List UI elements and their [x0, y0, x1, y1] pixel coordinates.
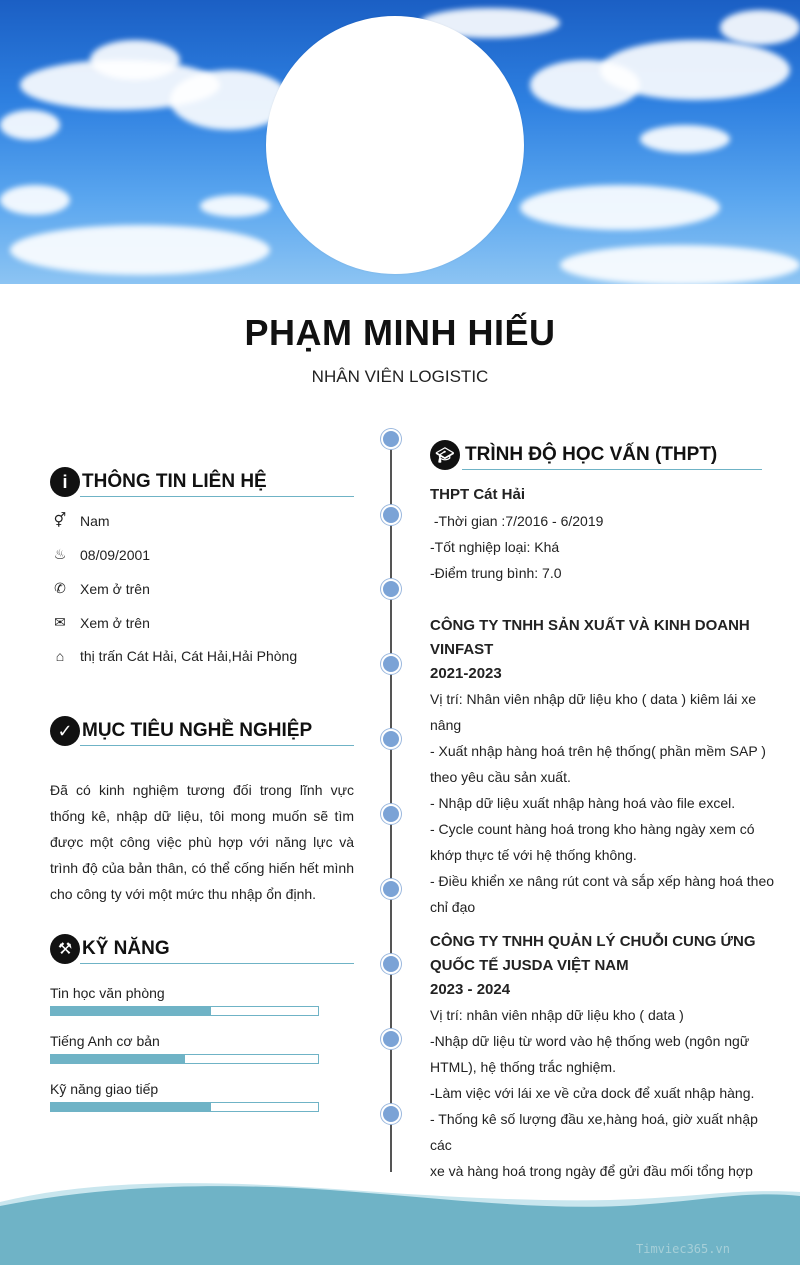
experience-line: Vị trí: nhân viên nhập dữ liệu kho ( data ) — [430, 1007, 684, 1023]
timeline-dot — [381, 579, 401, 599]
objective-text: Đã có kinh nghiệm tương đối trong lĩnh vực thống kê, nhập dữ liệu, tôi mong muốn sẽ tìm được một công việc phù hợp với năng lực và trình độ của bản thân, có thể cống hiến hết mình cho công ty với một mức thu nhập ổn định. — [50, 782, 354, 902]
contact-phone-value: Xem ở trên — [80, 580, 150, 597]
experience-line: - Nhập dữ liệu xuất nhập hàng hoá vào file excel. — [430, 795, 736, 811]
contact-address-value: thị trấn Cát Hải, Cát Hải,Hải Phòng — [80, 648, 298, 664]
wrench-icon: ⚒ — [50, 934, 80, 964]
avatar-photo-placeholder — [266, 16, 524, 274]
home-icon: ⌂ — [55, 648, 65, 664]
email-icon: ✉ — [54, 614, 66, 630]
skill-bar-fill — [51, 1103, 211, 1111]
skill-bar-fill — [51, 1055, 185, 1063]
contact-email-value: Xem ở trên — [80, 614, 150, 631]
candidate-name: PHẠM MINH HIẾU — [244, 312, 556, 353]
skill-label: Kỹ năng giao tiếp — [50, 1081, 159, 1097]
timeline-dot — [381, 729, 401, 749]
contact-birthday-value: 08/09/2001 — [80, 546, 151, 563]
contact-gender-value: Nam — [80, 512, 110, 529]
skills-section-title: KỸ NĂNG — [82, 938, 170, 959]
contact-section-header — [50, 467, 267, 497]
section-divider — [80, 496, 354, 497]
info-icon: i — [50, 467, 80, 497]
objective-section-title: MỤC TIÊU NGHỀ NGHIỆP — [82, 720, 313, 741]
experience-line: - Thống kê số lượng đầu xe,hàng hoá, giờ xuất nhập các — [430, 1111, 758, 1153]
section-divider — [80, 745, 354, 746]
company-name: QUỐC TẾ JUSDA VIỆT NAM — [430, 957, 629, 974]
experience-line: khớp thực tế với hệ thống không. — [430, 847, 637, 863]
education-line: -Tốt nghiệp loại: Khá — [430, 539, 560, 555]
timeline-dot — [381, 505, 401, 525]
skill-label: Tin học văn phòng — [50, 985, 165, 1001]
timeline-dot — [381, 1104, 401, 1124]
graduation-cap-icon: 🎓︎ — [430, 440, 460, 470]
section-divider — [462, 469, 762, 470]
experience-block — [430, 930, 780, 1184]
experience-line: nâng — [430, 717, 462, 733]
skills-section-header — [50, 934, 170, 964]
education-line: -Điểm trung bình: 7.0 — [430, 565, 562, 581]
experience-line: theo yêu cầu sản xuất. — [430, 769, 571, 785]
experience-line: Vị trí: Nhân viên nhập dữ liệu kho ( data ) kiêm lái xe — [430, 691, 757, 707]
experience-line: HTML), hệ thống trắc nghiệm. — [430, 1059, 616, 1075]
experience-line: - Cycle count hàng hoá trong kho hàng ngày xem có — [430, 821, 755, 837]
skill-label: Tiếng Anh cơ bản — [50, 1033, 160, 1049]
experience-line: chỉ đạo — [430, 899, 476, 915]
contact-section-title: THÔNG TIN LIÊN HỆ — [82, 471, 267, 492]
company-name: CÔNG TY TNHH SẢN XUẤT VÀ KINH DOANH — [430, 617, 750, 634]
experience-line: - Xuất nhập hàng hoá trên hệ thống( phần mềm SAP ) — [430, 743, 766, 759]
timeline-dot — [381, 954, 401, 974]
contact-birthday — [50, 546, 150, 563]
phone-icon: ✆ — [54, 580, 66, 596]
candidate-role: NHÂN VIÊN LOGISTIC — [311, 367, 489, 386]
gender-icon: ⚥ — [53, 512, 67, 528]
timeline-dot — [381, 654, 401, 674]
education-line: -Thời gian :7/2016 - 6/2019 — [430, 513, 604, 529]
timeline-dot — [381, 879, 401, 899]
experience-period: 2023 - 2024 — [430, 981, 511, 998]
contact-phone — [50, 580, 150, 597]
check-circle-icon: ✓ — [50, 716, 80, 746]
objective-section-header — [50, 716, 312, 746]
timeline-dot — [381, 804, 401, 824]
experience-line: xe và hàng hoá trong ngày để gửi đầu mối tổng hợp — [430, 1163, 753, 1179]
experience-line: -Nhập dữ liệu từ word vào hệ thống web (ngôn ngữ — [430, 1033, 750, 1049]
school-name: THPT Cát Hải — [430, 486, 526, 503]
skill-bar-fill — [51, 1007, 211, 1015]
education-block — [430, 482, 780, 586]
timeline-dot — [381, 1029, 401, 1049]
skill-bar — [50, 1102, 319, 1112]
company-name: VINFAST — [430, 641, 494, 658]
education-section-header — [430, 440, 717, 470]
timeline-dot — [381, 429, 401, 449]
contact-address — [50, 648, 297, 664]
experience-block — [430, 614, 780, 920]
experience-line: - Điều khiển xe nâng rút cont và sắp xếp hàng hoá theo — [430, 873, 775, 889]
education-section-title: TRÌNH ĐỘ HỌC VẤN (THPT) — [465, 444, 718, 465]
contact-gender — [50, 512, 110, 529]
contact-email — [50, 614, 150, 631]
watermark: Timviec365.vn — [636, 1242, 730, 1256]
section-divider — [80, 963, 354, 964]
skill-bar — [50, 1054, 319, 1064]
company-name: CÔNG TY TNHH QUẢN LÝ CHUỖI CUNG ỨNG — [430, 933, 756, 950]
skill-bar — [50, 1006, 319, 1016]
experience-line: -Làm việc với lái xe về cửa dock để xuất nhập hàng. — [430, 1085, 755, 1101]
experience-period: 2021-2023 — [430, 665, 502, 682]
birthday-cake-icon: ♨ — [53, 546, 67, 562]
